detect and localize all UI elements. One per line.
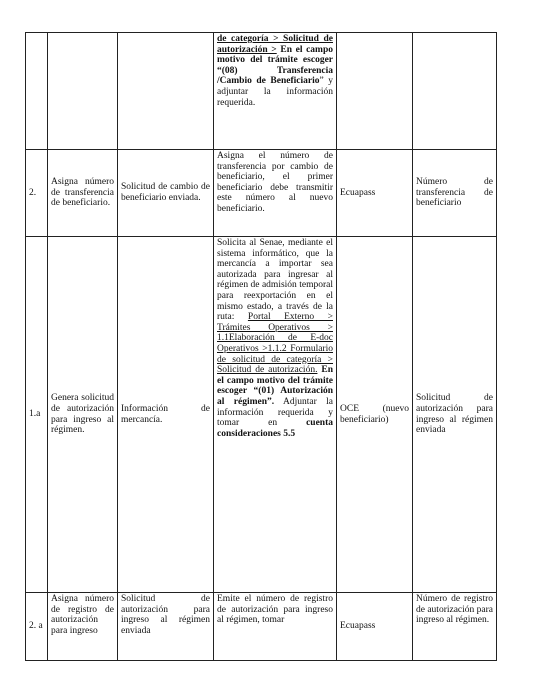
- procedure-table: [25, 32, 497, 661]
- table-row: [26, 150, 497, 237]
- detail-text: Emite el número de registro de autorización para ingreso al régimen, tomar: [217, 594, 333, 626]
- input-cell: Información de mercancía.: [118, 237, 214, 593]
- responsible-cell: Ecuapass: [337, 150, 413, 237]
- detail-cell: [214, 33, 337, 150]
- output-cell: Solicitud de autorización para ingreso al régimen enviada: [413, 237, 497, 593]
- activity-cell: [48, 33, 118, 150]
- output-cell: [413, 33, 497, 150]
- responsible-cell: [337, 33, 413, 150]
- detail-text: Adjuntar la información requerida y tomar en: [217, 396, 333, 429]
- detail-text: Solicita al Senae, mediante el sistema informático, que la mercancía a importar sea autorizada para ingresar al régimen de admisión temporal para reexportación en el mismo estado, a través de la ruta:: [217, 238, 333, 323]
- activity-cell: Asigna número de transferencia de beneficiario.: [48, 150, 118, 237]
- detail-text: cuenta consideraciones 5.5: [217, 418, 333, 439]
- responsible-cell: OCE (nuevo beneficiario): [337, 237, 413, 593]
- route-link-text: Portal Externo > Trámites Operativos > 1.1Elaboración de E-doc Operativos >1.1.2 Formulario de solicitud de categoría > Solicitud de autorización.: [217, 312, 333, 376]
- activity-cell: Genera solicitud de autorización para ingreso al régimen.: [48, 237, 118, 593]
- detail-text: Asigna el número de transferencia por cambio de beneficiario, el primer beneficiario debe transmitir este número al nuevo beneficiario.: [217, 151, 333, 214]
- detail-text: ” y adjuntar la información requerida.: [217, 76, 334, 108]
- table-row: [26, 593, 497, 661]
- detail-cell: [214, 237, 337, 593]
- input-cell: Solicitud de cambio de beneficiario enviada.: [118, 150, 214, 237]
- output-cell: Número de transferencia de beneficiario: [413, 150, 497, 237]
- step-number-cell: 2. a: [26, 593, 48, 661]
- detail-cell: [214, 150, 337, 237]
- input-cell: Solicitud de autorización para ingreso al régimen enviada: [118, 593, 214, 661]
- step-number-cell: 1.a: [26, 237, 48, 593]
- detail-text: de categoría > Solicitud de autorización >: [217, 34, 333, 55]
- table-row: [26, 237, 497, 593]
- input-cell: [118, 33, 214, 150]
- responsible-cell: Ecuapass: [337, 593, 413, 661]
- step-number-cell: [26, 33, 48, 150]
- activity-cell: Asigna número de registro de autorización para ingreso: [48, 593, 118, 661]
- detail-cell: [214, 593, 337, 661]
- table-row: [26, 33, 497, 150]
- detail-text: En el campo motivo del trámite escoger “(01) Autorización al régimen”.: [217, 365, 333, 407]
- detail-text: En el campo motivo del trámite escoger “(08): [217, 44, 334, 76]
- detail-text: Transferencia /Cambio de Beneficiario: [217, 65, 333, 87]
- step-number-cell: 2.: [26, 150, 48, 237]
- output-cell: Número de registro de autorización para ingreso al régimen.: [413, 593, 497, 661]
